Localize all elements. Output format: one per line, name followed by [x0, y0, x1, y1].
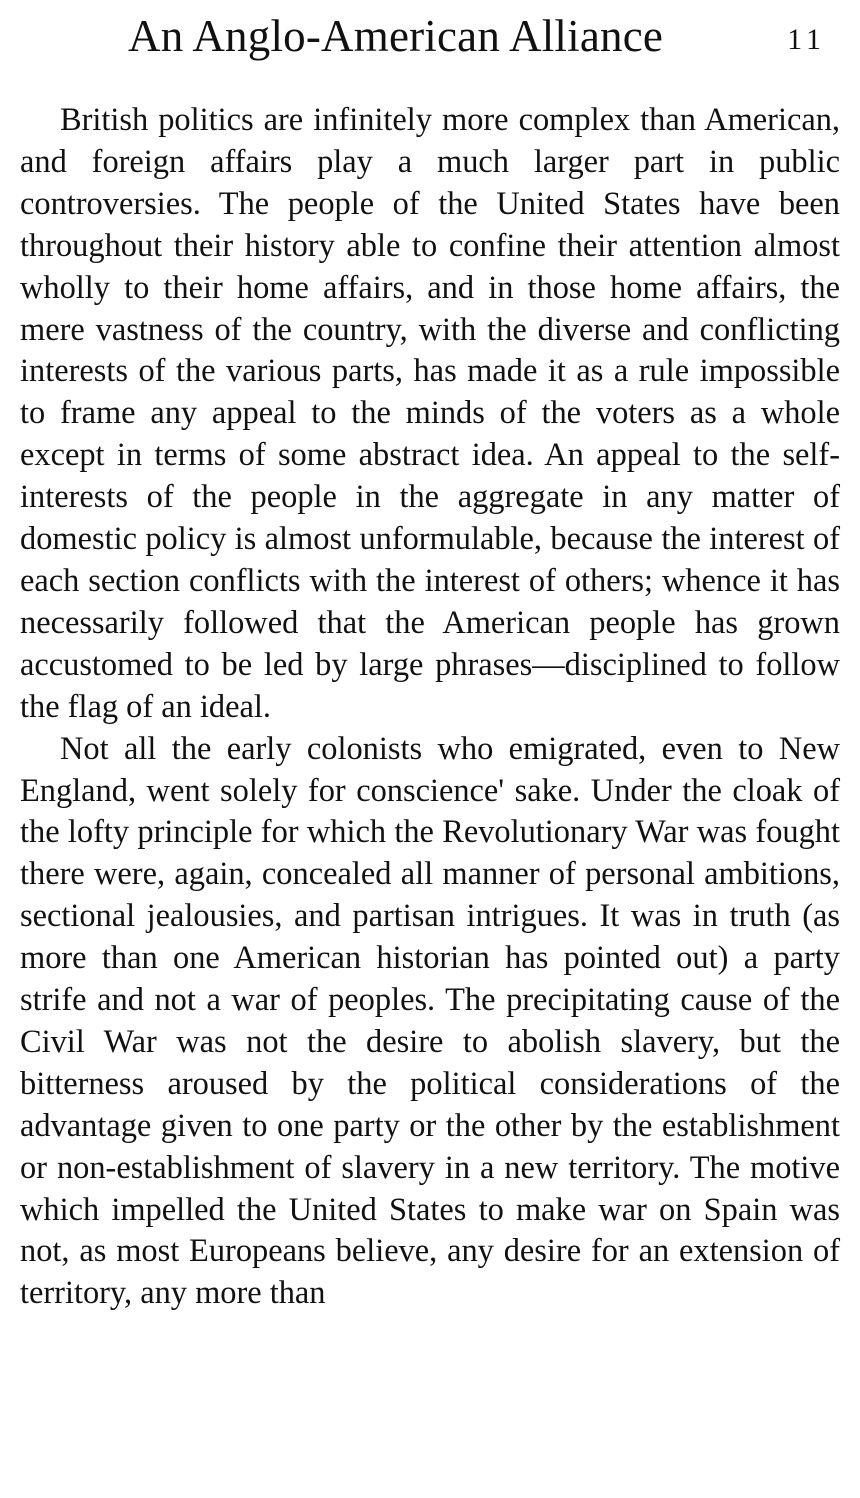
page-number: 11	[787, 23, 826, 56]
paragraph: Not all the early colonists who emigrated, even to New England, went solely for conscience' sake. Under the cloak of the lofty principle for which the Revolutionary War was fought there were, again, concealed all manner of personal ambitions, sectional jealousies, and partisan intrigues. It was in truth (as more than one American historian has pointed out) a party strife and not a war of peoples. The precipitating cause of the Civil War was not the desire to abolish slavery, but the bitterness aroused by the political considerations of the advantage given to one party or the other by the establishment or non-establishment of slavery in a new territory. The motive which impelled the United States to make war on Spain was not, as most Europeans believe, any desire for an extension of territory, any more than	[20, 730, 840, 1312]
paragraph: British politics are infinitely more complex than American, and foreign affairs play a much larger part in public controversies. The people of the United States have been throughout their history able to confine their attention almost wholly to their home affairs, and in those home affairs, the mere vastness of the country, with the diverse and conflicting interests of the various parts, has made it as a rule impossible to frame any appeal to the minds of the voters as a whole except in terms of some abstract idea. An appeal to the self-interests of the people in the aggregate in any matter of domestic policy is almost unformulable, because the interest of each section conflicts with the interest of others; whence it has necessarily followed that the American people has grown accustomed to be led by large phrases—disciplined to follow the flag of an ideal.	[20, 102, 840, 725]
running-title: An Anglo-American Alliance	[128, 11, 664, 61]
page-header	[0, 6, 860, 66]
body-text	[20, 100, 840, 1315]
